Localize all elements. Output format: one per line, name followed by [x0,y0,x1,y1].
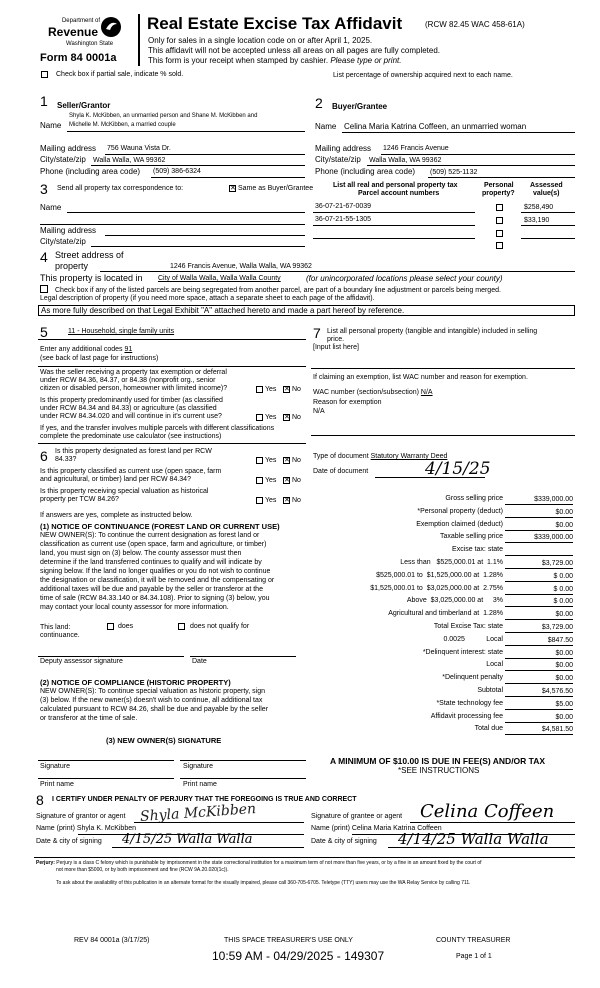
tax-row-value[interactable]: $0.00 [505,649,573,659]
tax-row [311,636,575,649]
s6-q1-yes-checkbox[interactable] [256,457,263,464]
tax-row-label: *Delinquent penalty [442,674,503,682]
notice3-title: (3) NEW OWNER(S) SIGNATURE [106,736,222,745]
alt-format-note: To ask about the availability of this publication in an alternate format for the visually impaired, please call 360-705-6705. Teletype (TTY) users may use the WA Relay Service by calling 711. [56,880,471,886]
buyer-name-label: Name [315,122,337,131]
section7-label2: price. [327,336,345,343]
tax-row-value[interactable] [505,546,573,556]
s6-q3-yes-label: Yes [265,497,277,504]
buyer-mailing[interactable]: 1246 Francis Avenue [383,145,449,152]
seller-phone-rule [151,177,305,178]
tax-row-value[interactable]: $0.00 [505,661,573,671]
page-number: Page 1 of 1 [456,953,492,960]
tax-row-value[interactable]: $ 0.00 [505,585,573,595]
personal-property-checkbox[interactable] [496,230,503,237]
tax-row [311,508,575,521]
owner-print-rule1 [38,778,174,779]
owner-print-rule2 [180,778,306,779]
doc-date-value[interactable]: 4/15/25 [425,459,491,479]
grantee-date-city[interactable]: 4/14/25 Walla Walla [398,830,549,848]
q1-line-b: under RCW 84.36, 84.37, or 84.38 (nonprofit org., senior [40,377,216,384]
q1-no-label: No [292,386,301,393]
header-line1: Only for sales in a single location code on or after April 1, 2025. [148,36,373,45]
s6-q3-yes-checkbox[interactable] [256,497,263,504]
this-land-label: This land: [40,624,71,631]
reason-label: Reason for exemption [313,399,382,406]
tax-row-value[interactable]: $ 0.00 [505,572,573,582]
section7-reason-rule [311,435,575,436]
tax-row-label: Affidavit processing fee [430,712,503,720]
tax-row-label: Total Excise Tax: state [433,622,503,630]
seller-city-rule [91,165,305,166]
section3-number: 3 [40,181,48,197]
tax-row [311,713,575,726]
owner-signature-label2: Signature [183,763,213,770]
tax-row-value[interactable]: $847.50 [505,636,573,646]
deputy-date-label: Date [192,658,207,665]
section3-label: Send all property tax correspondence to: [57,185,184,192]
tax-row-label: Excise tax: state [452,546,503,554]
property-street[interactable]: 1246 Francis Avenue, Walla Walla, WA 99362 [170,263,312,270]
footer-rule [34,857,575,858]
buyer-mailing-label: Mailing address [315,144,372,153]
partial-sale-checkbox[interactable] [41,71,48,78]
street-rule [100,271,575,272]
grantee-date-label: Date & city of signing [311,838,377,845]
tax-row [311,572,575,585]
notice2-line: calculated pursuant to RCW 84.26, shall be due and payable by the seller [40,706,269,713]
grantor-signature[interactable]: Shyla McKibben [139,800,257,826]
legal-description: As more fully described on that Legal Exhibit "A" attached hereto and made a part hereof by reference. [41,306,405,315]
codes-note: (see back of last page for instructions) [40,355,159,362]
tax-row-value[interactable]: $ 0.00 [505,597,573,607]
assessed-header1: Assessed [530,182,563,189]
personal-header2: property? [482,190,515,197]
assessed-header2: value(s) [533,190,560,197]
notice1-line: additional taxes will be due and payable by the seller or transferor at the [40,586,263,593]
tax-row-label: Local [486,661,503,669]
s6-q1-yes-label: Yes [265,457,277,464]
seller-city-label: City/state/zip [40,155,86,164]
seller-phone-label: Phone (including area code) [40,167,141,176]
wac-label: WAC number (section/subsection) N/A [313,389,433,396]
street-label2: property [55,261,89,271]
grantor-date-rule [112,847,304,848]
form-title: Real Estate Excise Tax Affidavit [147,14,403,33]
assessed-value[interactable]: $258,490 [524,204,554,211]
notice2-line: NEW OWNER(S): To continue special valuation as historic property, sign [40,688,265,695]
notice1-line: NEW OWNER(S): To continue the current designation as forest land or [40,532,260,539]
owner-signature-label1: Signature [40,763,70,770]
q1-yes-label: Yes [265,386,277,393]
minimum-due: A MINIMUM OF $10.00 IS DUE IN FEE(S) AND/OR TAX [330,756,546,766]
header-line3: This form is your receipt when stamped by cashier. Please type or print. [148,56,402,65]
buyer-city-rule [367,165,575,166]
tax-row-value[interactable]: $0.00 [505,713,573,723]
section8-number: 8 [36,792,44,808]
q1-line-c: citizen or disabled person, homeowner with limited income)? [40,385,228,392]
tax-row-label: Subtotal [477,686,503,694]
street-label1: Street address of [55,250,124,260]
parcel-rule [313,212,475,213]
tax-row-label: Taxable selling price [439,533,503,541]
reason-value[interactable]: N/A [313,408,325,415]
tax-row [311,687,575,700]
tax-row [311,661,575,674]
s6-q2-line-a: Is this property classified as current use (open space, farm [40,468,222,475]
tax-row [311,559,575,572]
revenue-logo-icon [100,16,122,38]
tax-row-value[interactable]: $3,729.00 [505,559,573,569]
section5-number: 5 [40,324,48,340]
tax-row [311,725,575,738]
seller-name-line2: Michelle M. McKibben, a married couple [69,122,176,128]
grantee-name[interactable]: Celina Maria Katrina Coffeen [351,825,442,832]
doc-date-label: Date of document [313,468,369,475]
q2-line-a: Is this property predominantly used for timber (as classified [40,397,223,404]
doc-date-rule [375,477,485,478]
deputy-signature-label: Deputy assessor signature [40,658,123,665]
section2-number: 2 [315,95,323,111]
header-divider [138,14,140,66]
owner-signature-rule1 [38,760,174,761]
q1-yes-checkbox[interactable] [256,386,263,393]
tax-row [311,649,575,662]
property-use[interactable]: 11 - Household, single family units [68,328,175,335]
tax-row-value[interactable]: $0.00 [505,521,573,531]
buyer-mailing-rule [381,154,575,155]
q1-line-a: Was the seller receiving a property tax exemption or deferral [40,369,227,376]
notice2-line: or transferor at the time of sale. [40,715,138,722]
q2-line-b: under RCW 84.34 and 84.33) or agriculture (as classified [40,405,217,412]
q2-no-label: No [292,414,301,421]
q2-line-c: under RCW 84.34.020 and will continue in it's current use? [40,413,222,420]
buyer-phone-rule [428,177,575,178]
section3-name-rule2 [40,224,305,225]
notice1-line: may contact your local county assessor for more information. [40,604,229,611]
tax-row [311,521,575,534]
ownership-note: List percentage of ownership acquired next to each name. [333,72,513,79]
tax-row-value[interactable]: $339,000.00 [505,495,573,505]
owner-signature-rule2 [180,760,306,761]
s6-q1-no-checkbox[interactable]: ✕ [284,457,290,464]
owner-print-label1: Print name [40,781,74,788]
q2-yes-label: Yes [265,414,277,421]
grantor-date-city[interactable]: 4/15/25 Walla Walla [122,832,253,847]
certify-statement: I CERTIFY UNDER PENALTY OF PERJURY THAT THE FOREGOING IS TRUE AND CORRECT [52,796,357,803]
buyer-name[interactable]: Celina Maria Katrina Coffeen, an unmarried woman [344,122,527,131]
same-as-buyer-checkbox[interactable]: ✕ [230,185,236,192]
grantee-signature[interactable]: Celina Coffeen [420,801,555,822]
tax-row [311,495,575,508]
tax-row [311,700,575,713]
perjury-line2: not more than $5000, or by both imprisonment and fine (RCW 9A.20.020(1c)). [56,867,229,873]
personal-property-checkbox[interactable] [496,217,503,224]
land-does-not-label: does not qualify for [190,623,250,630]
personal-header1: Personal [484,182,514,189]
doc-type-label: Type of document Statutory Warranty Deed [313,453,448,460]
partial-sale-label: Check box if partial sale, indicate % sold. [56,71,184,78]
tax-row-label: Gross selling price [445,495,503,502]
tax-row [311,674,575,687]
grantor-signature-label: Signature of grantor or agent [36,813,126,820]
section7-label1: List all personal property (tangible and intangible) included in selling [327,328,538,335]
s6-q2-line-b: and agricultural, or timber) land per RCW 84.34? [40,476,191,483]
buyer-title: Buyer/Grantee [332,102,388,111]
seller-mailing[interactable]: 756 Wauna Vista Dr. [107,145,171,152]
see-instructions: *SEE INSTRUCTIONS [398,766,480,775]
notice1-line: signing below. If the land no longer qualifies or you do not wish to continue [40,568,271,575]
legal-description-box[interactable] [38,305,575,316]
tax-row-label: *Delinquent interest: state [422,648,503,656]
tax-row-value[interactable]: $3,729.00 [505,623,573,633]
section4-number: 4 [40,249,48,265]
section5-bottom-rule [38,443,306,444]
perjury-line1: Perjury: Perjury is a class C felony which is punishable by imprisonment in the state correctional institution for a maximum term of not more than five years, or by a fine in an amount fixed by the court of [36,860,482,866]
s6-q1-line-b: 84.33? [55,456,77,463]
s6-q2-yes-checkbox[interactable] [256,477,263,484]
buyer-phone-label: Phone (including area code) [315,167,416,176]
notice1-line: classification as current use (open space, farm and agriculture, or timber) [40,541,267,548]
notice1-line: land, you must sign on (3) below. The county assessor must then [40,550,242,557]
section5-divider [38,366,306,367]
segregated-checkbox[interactable] [40,285,48,293]
tax-row [311,610,575,623]
same-as-buyer-label: Same as Buyer/Grantee [238,185,314,192]
s6-q2-yes-label: Yes [265,477,277,484]
tax-row-label: Agricultural and timberland at 1.28% [388,610,503,618]
grantee-name-label: Name (print) Celina Maria Katrina Coffeen [311,825,442,832]
rcw-reference: (RCW 82.45 WAC 458-61A) [425,20,525,29]
notice1-line: the designation or classification, it will be removed and the compensating or [40,577,275,584]
q2-yes-checkbox[interactable] [256,414,263,421]
segregated-label: Check box if any of the listed parcels are being segregated from another parcel, are part of a boundary line adjustment or parcels being merged. [55,287,501,294]
parcels-header1: List all real and personal property tax [333,182,458,189]
agency-line2: Revenue [48,25,99,39]
s6-q3-no-label: No [292,497,301,504]
legal-label: Legal description of property (if you need more space, attach a separate sheet to each page of the affidavit). [40,295,375,302]
exemption-label: If claiming an exemption, list WAC number and reason for exemption. [313,374,528,381]
revision: REV 84 0001a (3/17/25) [74,937,150,944]
section3-city-rule [91,246,305,247]
s6-q2-no-checkbox[interactable]: ✕ [284,477,290,484]
tax-row-label: *Personal property (deduct) [417,507,503,515]
tax-row-label: $1,525,000.01 to $3,025,000.00 at 2.75% [370,584,503,592]
treasurer-only: THIS SPACE TREASURER'S USE ONLY [224,937,353,944]
section5-divider [38,339,306,340]
grantor-signature-rule [134,822,304,823]
tax-row-value[interactable]: $4,581.50 [505,725,573,735]
section3-mailing-rule [105,235,305,236]
located-note: (for unincorporated locations please select your county) [306,274,503,283]
section7-number: 7 [313,325,321,341]
parcels-header2: Parcel account numbers [358,190,440,197]
section1-number: 1 [40,93,48,109]
notice1-body [40,531,310,612]
s6-q2-no-label: No [292,477,301,484]
s6-instructions: If answers are yes, complete as instructed below. [40,512,193,519]
notice1-title: (1) NOTICE OF CONTINUANCE (FOREST LAND OR CURRENT USE) [40,522,280,531]
grantor-name[interactable]: Shyla K. McKibben [76,825,137,832]
notice2-line: (3) below. If the new owner(s) doesn't wish to continue, all additional tax [40,697,263,704]
tax-row-value[interactable]: $5.00 [505,700,573,710]
tax-row [311,585,575,598]
tax-row [311,546,575,559]
q3-line-b: complete the predominate use calculator (see instructions) [40,433,222,440]
codes-value[interactable]: 91 [124,346,133,353]
tax-row-label: 0.0025 Local [443,635,503,643]
tax-row-value[interactable]: $0.00 [505,674,573,684]
personal-property-input[interactable]: [Input list here] [313,344,359,351]
assessed-value[interactable]: $33,190 [524,217,550,224]
q2-no-checkbox[interactable]: ✕ [284,414,290,421]
tax-row-label: *State technology fee [436,699,503,707]
tax-row-value[interactable]: $0.00 [505,508,573,518]
tax-row-label: Less than $525,000.01 at 1.1% [400,558,503,566]
s6-q1-no-label: No [292,457,301,464]
seller-mailing-rule [105,154,305,155]
located-label: This property is located in [40,273,143,283]
seller-name-label: Name [40,121,62,130]
seller-name-line1: Shyla K. McKibben, an unmarried person and Shane M. McKibben and [69,113,258,119]
section3-city-label: City/state/zip [40,237,86,246]
seller-mailing-label: Mailing address [40,144,97,153]
tax-row-label: Above $3,025,000.00 at 3% [406,597,503,605]
notice2-body [40,687,310,723]
land-does-label: does [118,623,134,630]
seller-phone[interactable]: (509) 386-6324 [153,168,201,175]
parcel-number[interactable]: 36-07-21-55-1305 [315,216,372,223]
s6-q3-line-b: property per TCW 84.26? [40,496,119,503]
buyer-phone[interactable]: (509) 525-1132 [430,169,478,176]
q3-line-a: If yes, and the transfer involves multiple parcels with different classifications [40,425,275,432]
tax-row-value[interactable]: $0.00 [505,610,573,620]
section7-rule [311,368,575,369]
buyer-name-rule [342,132,575,133]
grantee-date-rule [388,847,575,848]
section6-number: 6 [40,448,48,464]
tax-row-label: Total due [474,725,503,733]
buyer-city-label: City/state/zip [315,155,361,164]
notice1-line: determine if the land transferred continues to qualify and will indicate by [40,559,262,566]
county-treasurer: COUNTY TREASURER [436,937,511,944]
parcel-rule [313,238,475,239]
assessed-rule [521,212,575,213]
seller-city[interactable]: Walla Walla, WA 99362 [93,157,166,164]
parcel-rule [313,225,475,226]
form-number: Form 84 0001a [40,52,117,64]
codes-label: Enter any additional codes 91 [40,346,133,353]
located-value[interactable]: City of Walla Walla, Walla Walla County [158,275,281,282]
personal-property-checkbox[interactable] [496,242,503,249]
assessed-rule [521,225,575,226]
seller-name-rule [67,131,305,132]
land-does-checkbox[interactable] [107,623,114,630]
wac-value[interactable]: N/A [420,389,433,396]
grantee-signature-rule [410,822,575,823]
personal-property-checkbox[interactable] [496,204,503,211]
header-line2: This affidavit will not be accepted unless all areas on all pages are fully completed. [148,46,441,55]
receipt-stamp: 10:59 AM - 04/29/2025 - 149307 [212,949,385,963]
seller-title: Seller/Grantor [57,101,111,110]
tax-table [311,495,575,738]
grantor-date-label: Date & city of signing [36,838,102,845]
notice1-line: time of sale (RCW 84.33.140 or 84.34.108). Prior to signing (3) below, you [40,595,270,602]
assessed-rule [521,238,575,239]
land-does-not-checkbox[interactable] [178,623,185,630]
continuance-label: continuance. [40,632,80,639]
grantor-name-label: Name (print) Shyla K. McKibben [36,825,137,832]
deputy-date-rule [190,656,296,657]
buyer-city[interactable]: Walla Walla, WA 99362 [369,157,442,164]
notice2-title: (2) NOTICE OF COMPLIANCE (HISTORIC PROPERTY) [40,678,231,687]
tax-row [311,597,575,610]
s6-q1-line-a: Is this property designated as forest land per RCW [55,448,212,455]
tax-row-value[interactable]: $4,576.50 [505,687,573,697]
agency-line1: Department of [61,18,100,24]
doc-type-value[interactable]: Statutory Warranty Deed [370,453,448,460]
tax-row-label: $525,000.01 to $1,525,000.00 at 1.28% [376,571,503,579]
tax-row-value[interactable]: $339,000.00 [505,533,573,543]
tax-row [311,533,575,546]
s6-q3-no-checkbox[interactable]: ✕ [284,497,290,504]
deputy-signature-rule [38,656,184,657]
s6-q3-line-a: Is this property receiving special valuation as historical [40,488,209,495]
owner-print-label2: Print name [183,781,217,788]
agency-line3: Washington State [66,41,114,47]
q1-no-checkbox[interactable]: ✕ [284,386,290,393]
tax-row-label: Exemption claimed (deduct) [416,520,503,528]
parcel-number[interactable]: 36-07-21-67-0039 [315,203,372,210]
section3-mailing-label: Mailing address [40,226,97,235]
section3-name-label: Name [40,203,62,212]
grantee-signature-label: Signature of grantee or agent [311,813,403,820]
tax-row [311,623,575,636]
section3-name-rule [67,212,305,213]
